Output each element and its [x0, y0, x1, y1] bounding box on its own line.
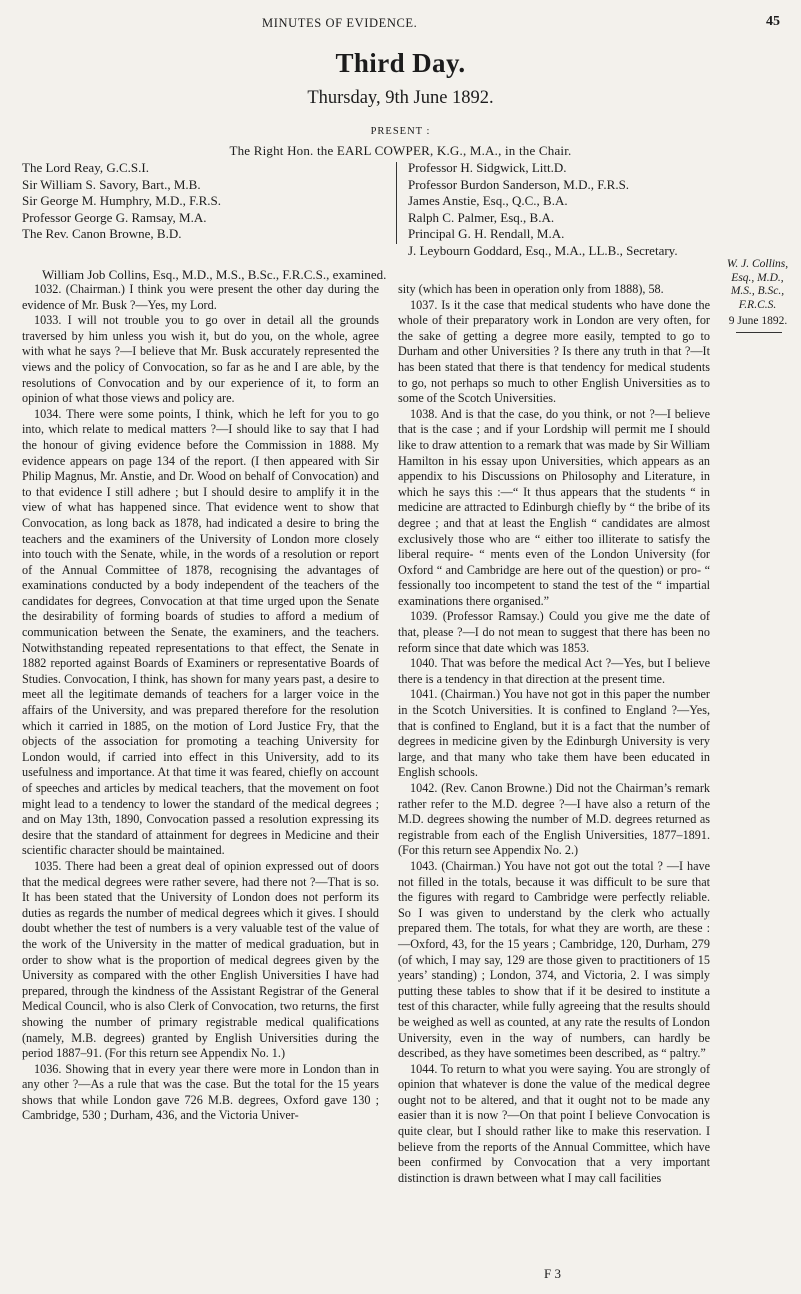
margin-witness-name: W. J. Collins, Esq., M.D., M.S., B.Sc., F.R.C.S. — [726, 258, 789, 311]
running-header — [22, 14, 780, 34]
paragraph: 1038. And is that the case, do you think, or not ?—I believe that is the case ; and if your Lordship will permit me I should like to draw attention to a remark that was made by Sir William Hamilton in his essay upon Universities, which appears as an appendix to his Discussions on Philosophy and Literature, in which he says this :—“ It thus appears that the students “ in medicine are attracted to Edinburgh chiefly by “ the bribe of its degree ; and that at least the English “ candidates are almost exclusively those who are “ either too illiterate to satisfy the liberal require- “ ments even of the London University (for Oxford “ and Cambridge are here out of the question) or pro- “ fessionally too incompetent to stand the test of the “ impartial examinations there organised.” — [398, 406, 710, 608]
member: The Lord Reay, G.C.S.I. — [22, 160, 149, 175]
witness-line: William Job Collins, Esq., M.D., M.S., B.Sc., F.R.C.S., examined. — [42, 267, 387, 282]
page-title: Third Day. — [335, 48, 466, 78]
chair-line: The Right Hon. the EARL COWPER, K.G., M.A., in the Chair. — [229, 143, 572, 158]
member: The Rev. Canon Browne, B.D. — [22, 226, 182, 241]
page-number: 45 — [766, 14, 780, 29]
member: Professor H. Sidgwick, Litt.D. — [408, 160, 567, 175]
paragraph: 1033. I will not trouble you to go over in detail all the grounds traversed by him unless you wish it, but do you, on the whole, agree with what he says ?—I believe that Mr. Busk accurately represented the views and the policy of Convocation, so far as he and I are able, by the resolutions of Convocation and by our experience of it, to form an opinion of what those views and policy are. — [22, 313, 379, 406]
session-date: Thursday, 9th June 1892. — [307, 88, 494, 108]
margin-rule — [736, 332, 782, 333]
paragraph: 1040. That was before the medical Act ?—Yes, but I believe there is a tendency in that direction at the present time. — [398, 656, 710, 686]
present-label: PRESENT : — [370, 126, 431, 137]
signature-mark: F 3 — [544, 1266, 561, 1281]
right-column — [398, 282, 710, 1186]
member: Sir George M. Humphry, M.D., F.R.S. — [22, 193, 222, 208]
member: Ralph C. Palmer, Esq., B.A. — [408, 209, 555, 225]
paragraph: 1041. (Chairman.) You have not got in this paper the number in the Scotch Universities. It is confined to England ?—Yes, that is confined to England, but it is a fact that the number of degrees in medicine given by the Edinburgh University is very large, and that many who take them have been educated in English schools. — [398, 687, 710, 780]
paragraph: 1037. Is it the case that medical students who have done the whole of their preparatory work in London are very often, for the sake of getting a degree more easily, tempted to go to Durham and other Universities ? Is there any truth in that ?—It has been stated that there is that tendency for medical students to go, not perhaps so much to other English Universities as to some of the Scotch Universities. — [398, 297, 710, 406]
paragraph: 1044. To return to what you were saying. You are strongly of opinion that whatever is done the value of the medical degree ought not to be altered, and that it ought not to be made any easier than it is now ?—On that point I believe Convocation is quite clear, but I should rather like to make this reservation. I believe from the reports of the Annual Committee, which have been confirmed by Convocation that a very important distinction is drawn between what I may call facilities — [398, 1061, 710, 1185]
paragraph: 1039. (Professor Ramsay.) Could you give me the date of that, please ?—I do not mean to suggest that there has been no reform since that date which was 1853. — [398, 609, 710, 655]
member: James Anstie, Esq., Q.C., B.A. — [408, 193, 568, 208]
paragraph: 1036. Showing that in every year there were more in London than in any other ?—As a rule that was the case. But the total for the 15 years shows that while London gave 726 M.B. degrees, Oxford gave 130 ; Cambridge, 530 ; Durham, 436, and the Victoria Univer- — [22, 1061, 379, 1123]
paragraph: 1035. There had been a great deal of opinion expressed out of doors that the medical degrees were rather severe, had there not ?—That is so. It has been stated that the University of London does not perform its duties as regards the number of medical degrees which it gives. I should doubt whether the test of numbers is a very valuable test of the value of the work of the University in the matter of medical graduation, but in order to show what is the proportion of medical degrees given by the University as compared with the other English Universities I have had prepared, through the kindness of the Assistant Registrar of the General Medical Council, who is also Clerk of Convocation, two returns, the first showing the number of primary registrable medical qualifications (namely, M.B. degrees) granted by English Universities during the period 1887–91. (For this return see Appendix No. 1.) — [22, 858, 379, 1061]
members-list-left — [22, 160, 372, 243]
column-divider — [396, 162, 397, 244]
member: Professor Burdon Sanderson, M.D., F.R.S. — [408, 176, 630, 192]
member: Professor George G. Ramsay, M.A. — [22, 209, 207, 225]
running-title: MINUTES OF EVIDENCE. — [262, 16, 418, 30]
paragraph: sity (which has been in operation only from 1888), 58. — [398, 282, 664, 296]
margin-date: 9 June 1892. — [728, 315, 788, 327]
paragraph: 1042. (Rev. Canon Browne.) Did not the Chairman’s remark rather refer to the M.D. degree ?—I have also a return of the M.D. degrees showing the number of M.D. degrees returned as registrable from each of the English Universities, 1877–1891. (For this return see Appendix No. 2.) — [398, 781, 710, 858]
paragraph: 1043. (Chairman.) You have not got out the total ? —I have not filled in the totals, because it was difficult to be sure that the figures with regard to Cambridge were perfectly reliable. So I was given to understand by the clerk who actually prepared them. The totals, for what they are worth, are these :—Oxford, 43, for the 15 years ; Cambridge, 120, Durham, 279 (of which, I may say, 129 are those given to practitioners of 15 years’ standing) ; London, 374, and Victoria, 2. I was simply putting these tables to show that if it be desired to institute a test of this character, while fully agreeing that the results should be weighed as well as counted, at any rate the results of London University, even in the way of numbers, can hardly be described, as they have sometimes been described, as “ paltry.” — [398, 858, 710, 1061]
member: J. Leybourn Goddard, Esq., M.A., LL.B., Secretary. — [408, 242, 678, 258]
paragraph: 1034. There were some points, I think, which he left for you to go into, which relate to medical matters ?—I should like to say that I had the honour of giving evidence before the Commission in 1888. My evidence appears on page 134 of the report. (I then appeared with Sir Philip Magnus, Mr. Anstie, and Dr. Wood on behalf of Convocation) and to that evidence I still adhere ; but I should desire to amplify it in the view of what has happened since. That evidence went to show that Convocation, as long back as 1878, had indicated a desire to bring the teachers and the examiners of the University of London more closely into touch with the Senate, while, in the words of a resolution or report of the Annual Committee of 1878, recognising the advantages of examinations conducted by a body independent of the teachers of the candidates for degrees, Convocation at that time urged upon the Senate the desirability of forming boards of studies to afford a medium of communication between the Senate, the examiners, and the teachers. Notwithstanding repeated representations to that effect, the Senate in 1882 reported against Boards of Examiners or representative Boards of Studies. Convocation, I think, has shown for many years past, a desire to meet all the legitimate demands of teachers for a larger voice in the affairs of the University, and was prepared therefore for the resolution which it carried in 1885, on the motion of Lord Justice Fry, that the objects of the association for promoting a teaching University for London would, if carried into effect in this University, add to its usefulness and importance. At that time it was feared, chiefly on account of speeches and articles by medical teachers, that the movement on foot might lead to a tendency to lower the standard of the medical degrees ; and on May 13th, 1890, Convocation passed a resolution expressing its desire that the standard of attainment for degrees in Medicine and their scientific character should be maintained. — [22, 406, 379, 858]
members-list-right — [408, 160, 778, 259]
left-column — [22, 282, 379, 1124]
member: Principal G. H. Rendall, M.A. — [408, 226, 565, 241]
member: Sir William S. Savory, Bart., M.B. — [22, 176, 201, 192]
paragraph: 1032. (Chairman.) I think you were present the other day during the evidence of Mr. Busk ?—Yes, my Lord. — [22, 282, 379, 312]
